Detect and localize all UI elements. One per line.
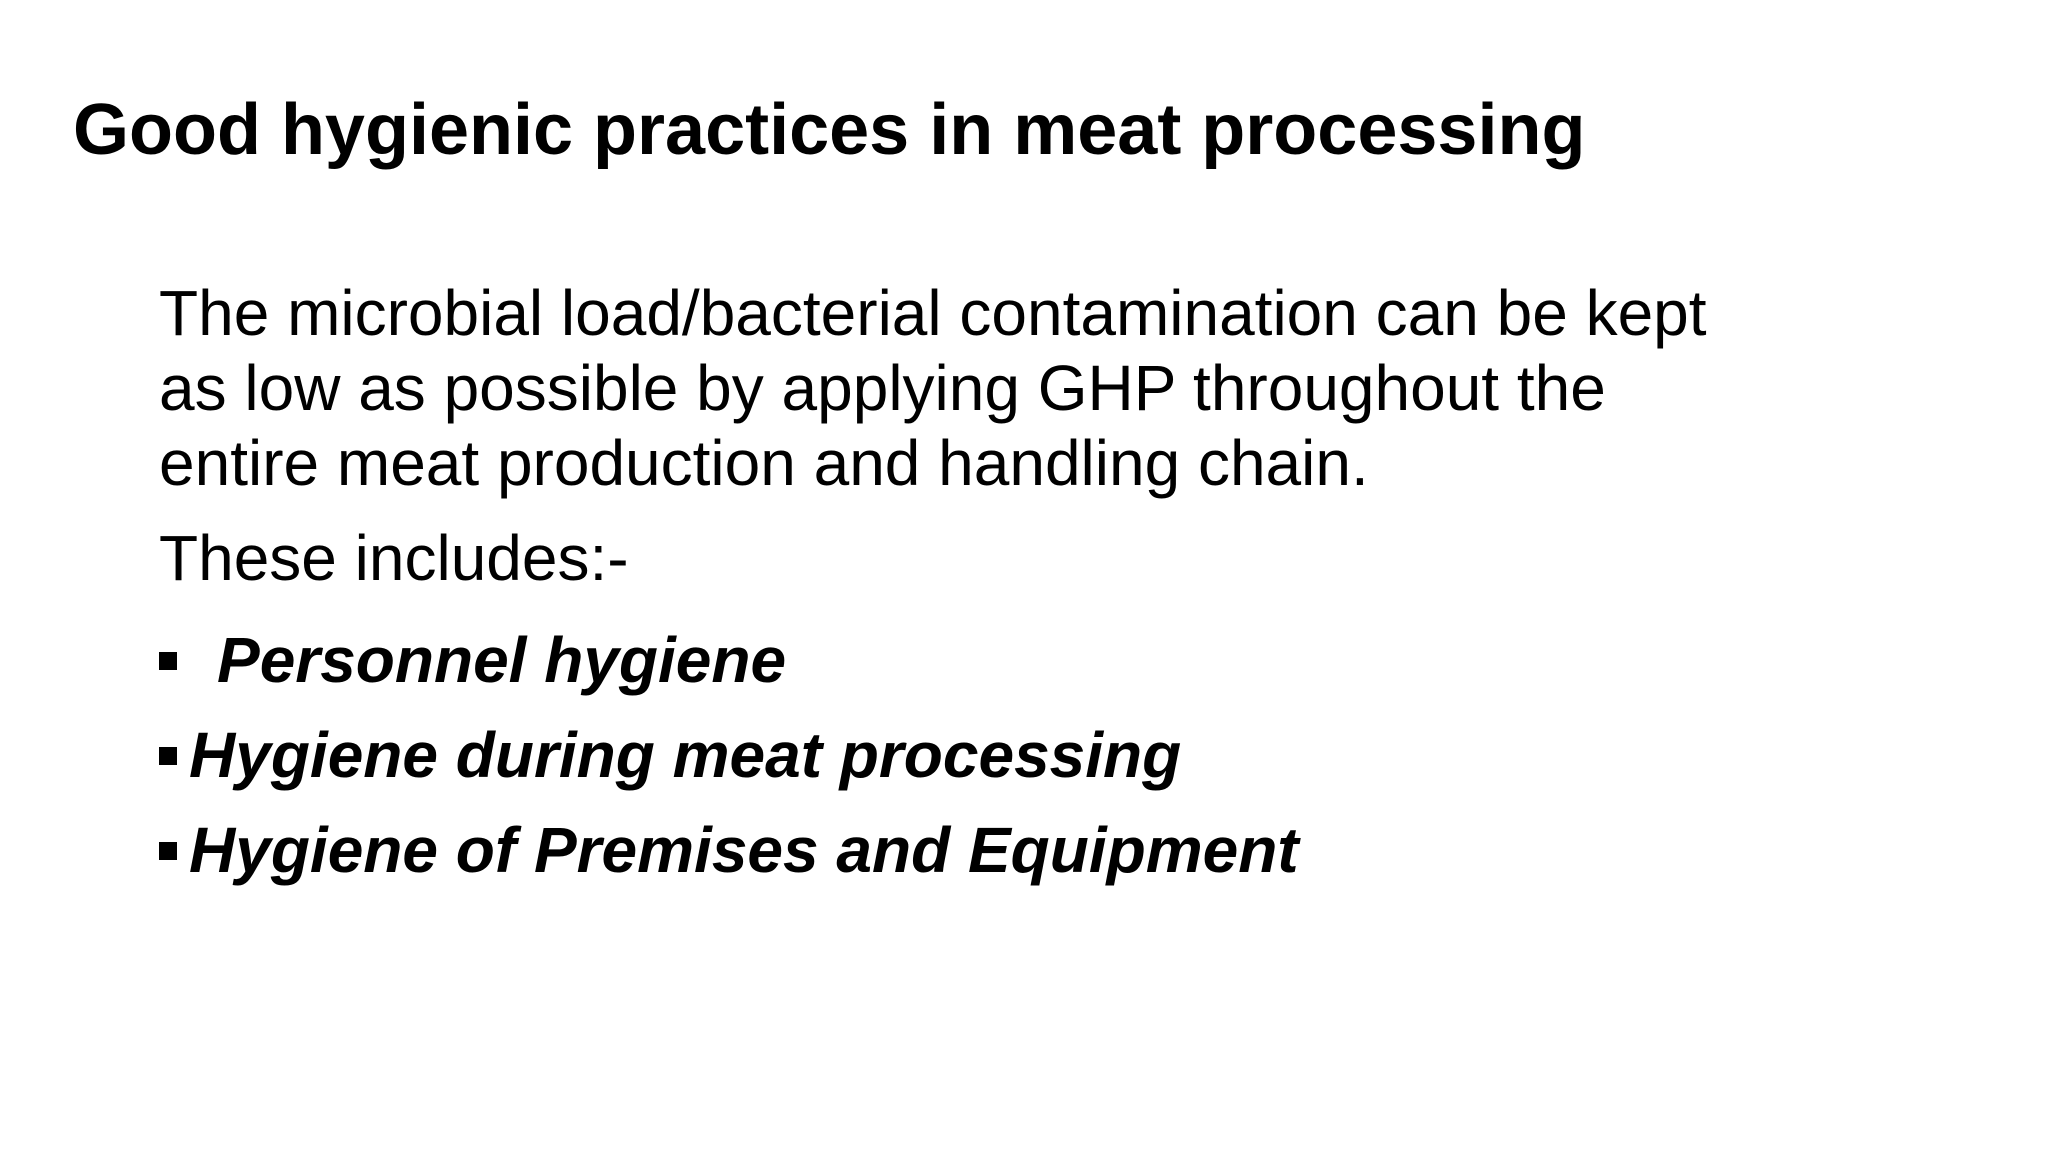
square-bullet-icon <box>159 747 177 765</box>
list-item-label: Hygiene of Premises and Equipment <box>189 814 1299 886</box>
list-item <box>159 708 1299 803</box>
list-item-label: Hygiene during meat processing <box>189 719 1182 791</box>
practice-list <box>159 613 1299 898</box>
list-lead-in: These includes:- <box>159 522 629 594</box>
intro-paragraph-line: entire meat production and handling chain. <box>159 427 1369 499</box>
square-bullet-icon <box>159 842 177 860</box>
intro-paragraph-line: The microbial load/bacterial contamination can be kept <box>159 277 1707 349</box>
list-item <box>159 613 1299 708</box>
list-item-label: Personnel hygiene <box>217 624 787 696</box>
intro-paragraph <box>159 276 1939 501</box>
intro-paragraph-line: as low as possible by applying GHP throughout the <box>159 352 1606 424</box>
list-item <box>159 803 1299 898</box>
slide-title: Good hygienic practices in meat processing <box>73 90 1586 170</box>
square-bullet-icon <box>159 652 177 670</box>
